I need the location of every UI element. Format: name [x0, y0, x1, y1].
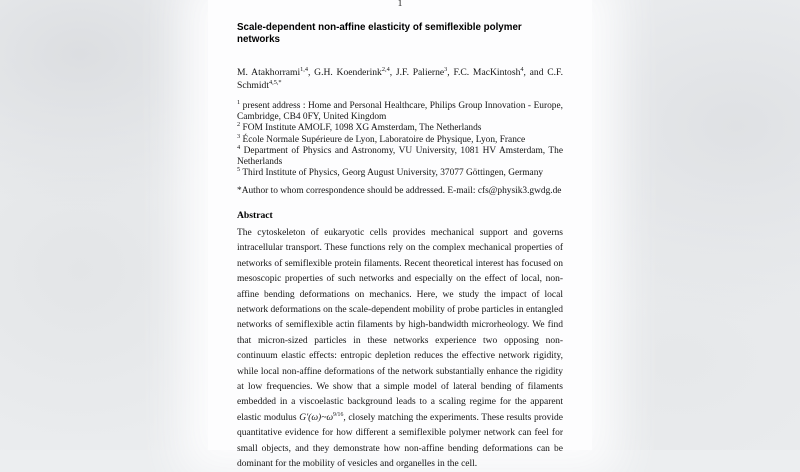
- paper-page: [208, 0, 592, 470]
- affiliation-line: $^4$ Department of Physics and Astronomy, VU University, 1081 HV Amsterdam, The Netherlands: [237, 143, 563, 168]
- affiliations: [237, 98, 563, 179]
- author-name: G.H. Koenderink: [314, 67, 382, 78]
- author-affil-sup: 3: [444, 65, 448, 73]
- paper-title: Scale-dependent non-affine elasticity of semiflexible polymer networks: [237, 22, 522, 45]
- affiliation-line: $^5$ Third Institute of Physics, Georg August University, 37077 Göttingen, Germany: [237, 166, 544, 179]
- affiliation-sup: 5: [237, 166, 241, 174]
- affiliation-sup: 1: [237, 98, 241, 106]
- author-affil-sup: 4: [520, 65, 524, 73]
- author-affil-sup: 4,5,*: [268, 78, 282, 86]
- abstract-heading: Abstract: [237, 209, 273, 221]
- formula-body: G′(ω)~ω: [299, 412, 334, 423]
- abstract-text: [237, 226, 563, 472]
- page-number: 1: [397, 0, 403, 9]
- paper-content: [208, 0, 592, 472]
- affiliation-line: $^3$ École Normale Supérieure de Lyon, Laboratoire de Physique, Lyon, France: [237, 132, 526, 145]
- affiliation-line: $^2$ FOM Institute AMOLF, 1098 XG Amsterdam, The Netherlands: [237, 121, 482, 134]
- affiliation-line: $^1$ present address : Home and Personal Healthcare, Philips Group Innovation - Europe, Cambridge, CB4 0FY, United Kingdom: [237, 98, 563, 123]
- author-affil-sup: 2,4: [381, 65, 390, 73]
- abstract-text-end: , closely matching the experiments. These results provide quantitative evidence for how different a semiflexible polymer network can feel for small objects, and they demonstrate how non-affine bending deformations can be dominant for the mobility of vesicles and organelles in the cell.: [237, 412, 563, 470]
- formula-exponent: 9/16: [333, 411, 344, 418]
- author-name: and C.F. Schmidt: [237, 67, 564, 91]
- author-list: M. Atakhorrami$^{1,4}$, G.H. Koenderink$^{2,4}$, J.F. Palierne$^3$, F.C. MacKintosh$^4$, and C.F. Schmidt$^{4,5,*}$: [237, 65, 564, 91]
- author-name: F.C. MacKintosh: [453, 67, 521, 78]
- inline-formula: [299, 413, 343, 423]
- affiliation-sup: 4: [237, 143, 241, 151]
- author-name: M. Atakhorrami: [237, 67, 301, 78]
- author-affil-sup: 1,4: [300, 65, 309, 73]
- affiliation-sup: 3: [237, 132, 241, 140]
- correspondence-note: *Author to whom correspondence should be addressed. E-mail: cfs@physik3.gwdg.de: [237, 186, 562, 197]
- affiliation-sup: 2: [237, 121, 241, 129]
- abstract-text-start: The cytoskeleton of eukaryotic cells provides mechanical support and governs intracellular transport. These functions rely on the complex mechanical properties of networks of semiflexible protein filaments. Recent theoretical interest has focused on mesoscopic properties of such networks and especially on the effect of local, non-affine bending deformations on mechanics. Here, we study the impact of local network deformations on the scale-dependent mobility of probe particles in entangled networks of semiflexible actin filaments by high-bandwidth microrheology. We find that micron-sized particles in these networks experience two opposing non-continuum elastic effects: entropic depletion reduces the effective network rigidity, while local non-affine deformations of the network substantially enhance the rigidity at low frequencies. We show that a simple model of lateral bending of filaments embedded in a viscoelastic background leads to a scaling regime for the apparent elastic modulus: [237, 227, 563, 423]
- author-name: J.F. Palierne: [395, 67, 445, 78]
